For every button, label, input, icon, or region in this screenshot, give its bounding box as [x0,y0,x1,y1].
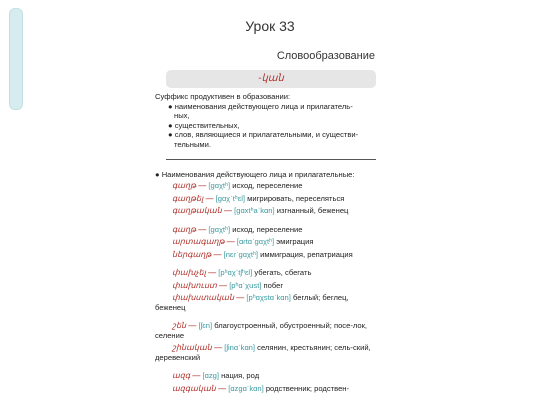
transcription: [ʃinɑˈkɑn] [224,343,256,352]
armenian-word: ներգաղթ — [172,249,222,259]
transcription: [gɑχˈtʰɛl] [215,193,245,203]
armenian-word: շեն — [172,321,197,330]
lesson-title: Урок 33 [245,18,295,34]
transcription: [ɑɾtɑˈgɑχtʰ] [236,237,275,246]
armenian-word: շինական — [172,343,223,352]
armenian-word: փախուստ — [172,280,228,290]
section-title: Словообразование [276,50,375,62]
section-divider [166,159,376,160]
armenian-word: արտագաղթ — [172,237,235,246]
armenian-word: գաղթել — [172,193,214,203]
vocab-group [155,225,375,260]
translation: благоустроенный, обустроенный; посе-лок, селение [155,321,368,340]
intro-bullet-text: слов, являющиеся и прилагательными, и существи- [174,130,359,140]
intro-bullet-text: наименования действующего лица и прилагатель- [174,101,353,111]
transcription: [gɑxtʰaˈkɑn] [234,206,275,215]
vocab-entry [155,293,375,312]
translation: иммиграция, репатриация [260,249,353,259]
transcription: [ʃɛn] [198,321,213,330]
translation: исход, переселение [232,181,303,190]
armenian-word: փախստական — [172,293,245,302]
intro-block [155,92,380,150]
transcription: [nɛɾˈgɑχtʰ] [223,249,259,259]
vocab-group [155,268,375,312]
translation: побег [263,280,284,290]
vocab-entry [155,206,375,216]
vocab-group [155,321,375,362]
armenian-word: գաղթ — [172,181,207,190]
suffix-box [166,70,376,88]
vocab-group [155,181,375,216]
intro-bullet: ● слов, являющиеся и прилагательными, и существи- тельными. [155,130,380,149]
transcription: [ɑzg] [202,371,219,380]
vocab-entry [155,181,375,191]
translation: убегать, сбегать [254,268,312,277]
subheading: ● Наименования действующего лица и прилагательные: [155,170,355,179]
transcription: [pʰɑˈχust] [229,280,262,290]
intro-lead: Суффикс продуктивен в образовании: [155,92,291,101]
translation: беглый; беглец, беженец [155,293,349,312]
vocab-entry [155,343,375,362]
translation: мигрировать, переселяться [247,193,345,203]
intro-bullet-text-cont: ных, [174,111,190,121]
vocab-entry [155,321,375,340]
armenian-word: գաղթական — [172,206,232,215]
vocab-entry [155,371,375,381]
intro-bullet: ● существительных, [168,120,240,130]
transcription: [gɑχtʰ] [208,224,231,234]
intro-bullet-text: существительных, [174,120,240,130]
armenian-word: փախչել — [172,268,217,277]
translation: эмиграция [276,237,314,246]
vocab-entry [155,268,375,278]
armenian-word: գաղթ — [172,224,207,234]
vocabulary-list [155,181,375,402]
vocab-entry [155,237,375,247]
transcription: [pʰɑχstɑˈkɑn] [246,293,291,302]
translation: родственник; родствен- [265,383,350,393]
intro-bullet-text-cont: тельными. [174,139,211,149]
transcription: [pʰɑχˈtʃʰɛl] [218,268,253,277]
vocab-entry [155,250,375,260]
vocab-group [155,371,375,393]
transcription: [ɑzgɑˈkɑn] [228,383,264,393]
intro-bullet: ● наименования действующего лица и прилагатель- ных, [155,102,380,121]
translation: селянин, крестьянин; сель-ский, деревенский [155,343,371,362]
armenian-word: ազգ — [172,371,201,380]
translation: изгнанный, беженец [276,206,349,215]
translation: нация, род [221,371,260,380]
armenian-word: ազգական — [172,383,227,393]
vocab-entry [155,225,375,235]
translation: исход, переселение [232,224,303,234]
vocab-entry [155,384,375,394]
suffix-label: -կան [258,73,284,84]
transcription: [gɑχtʰ] [208,181,231,190]
vocab-entry [155,281,375,291]
vocab-entry [155,194,375,204]
